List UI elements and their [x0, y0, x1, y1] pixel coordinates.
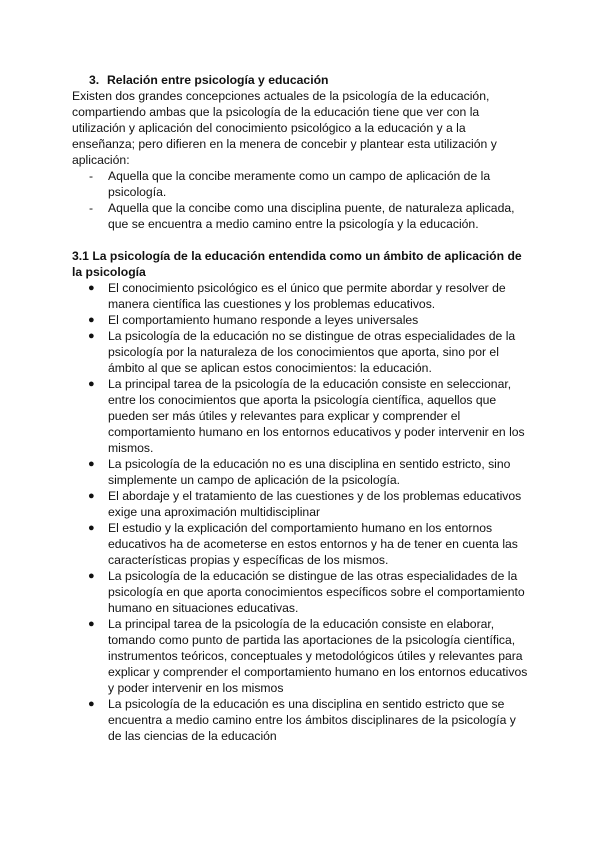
list-item-text: El comportamiento humano responde a leyes universales — [108, 313, 419, 327]
bullet-icon: ● — [88, 282, 95, 294]
list-item — [72, 456, 528, 488]
section-3-title: Relación entre psicología y educación — [107, 73, 329, 87]
list-item — [72, 280, 528, 312]
spacer — [72, 232, 528, 248]
list-item-text: El conocimiento psicológico es el único que permite abordar y resolver de manera científica las cuestiones y los problemas educativos. — [108, 281, 506, 311]
list-item-text: La psicología de la educación no es una disciplina en sentido estricto, sino simplemente un campo de aplicación de la psicología. — [108, 457, 511, 487]
list-item-text: La psicología de la educación no se distingue de otras especialidades de la psicología por la naturaleza de los conocimientos que aporta, sino por el ámbito al que se aplican estos conocimientos: la educación. — [108, 329, 516, 375]
dash-marker: - — [89, 201, 94, 215]
list-item-text: La psicología de la educación se distingue de las otras especialidades de la psicología en que aporta conocimientos específicos sobre el comportamiento humano en situaciones educativas. — [108, 569, 525, 615]
list-item — [72, 312, 528, 328]
section-3-number: 3. — [89, 73, 100, 87]
section-3-heading — [89, 72, 528, 88]
list-item-text: El abordaje y el tratamiento de las cuestiones y de los problemas educativos exige una aproximación multidisciplinar — [108, 489, 522, 519]
list-item — [72, 168, 528, 200]
list-item — [72, 520, 528, 568]
list-item-text: La principal tarea de la psicología de la educación consiste en elaborar, tomando como punto de partida las aportaciones de la psicología científica, instrumentos teóricos, conceptuales y metodológicos útiles y relevantes para explicar y comprender el comportamiento humano en los entornos educativos y poder intervenir en los mismos — [108, 617, 528, 695]
bullet-icon: ● — [88, 570, 95, 582]
section-3-intro: Existen dos grandes concepciones actuales de la psicología de la educación, compartiendo ambas que la psicología de la educación tiene que ver con la utilización y aplicación del conocimiento psicológico a la educación y a la enseñanza; pero difieren en la menera de concebir y plantear esta utilización y aplicación: — [72, 89, 497, 167]
list-item-text: La principal tarea de la psicología de la educación consiste en seleccionar, entre los conocimientos que aporta la psicología científica, aquellos que pueden ser más útiles y relevantes para explicar y comprender el comportamiento humano en los entornos educativos y poder intervenir en los mismos. — [108, 377, 525, 455]
list-item — [72, 696, 528, 744]
bullet-icon: ● — [88, 490, 95, 502]
list-item — [72, 568, 528, 616]
bullet-icon: ● — [88, 314, 95, 326]
bullet-icon: ● — [88, 378, 95, 390]
list-item — [72, 328, 528, 376]
bullet-icon: ● — [88, 522, 95, 534]
bullet-icon: ● — [88, 458, 95, 470]
section-3-list — [72, 168, 528, 232]
section-3-1-heading: 3.1 La psicología de la educación entendida como un ámbito de aplicación de la psicología — [72, 249, 522, 279]
bullet-icon: ● — [88, 698, 95, 710]
list-item — [72, 376, 528, 456]
bullet-icon: ● — [88, 618, 95, 630]
list-item — [72, 200, 528, 232]
list-item-text: Aquella que la concibe como una disciplina puente, de naturaleza aplicada, que se encuentra a medio camino entre la psicología y la educación. — [108, 201, 515, 231]
list-item-text: El estudio y la explicación del comportamiento humano en los entornos educativos ha de acometerse en estos entornos y ha de tener en cuenta las características propias y específicas de los mismos. — [108, 521, 518, 567]
list-item — [72, 616, 528, 696]
document-page — [72, 72, 528, 744]
section-3-1-list — [72, 280, 528, 744]
list-item — [72, 488, 528, 520]
list-item-text: La psicología de la educación es una disciplina en sentido estricto que se encuentra a medio camino entre los ámbitos disciplinares de la psicología y de las ciencias de la educación — [108, 697, 516, 743]
bullet-icon: ● — [88, 330, 95, 342]
dash-marker: - — [89, 169, 94, 183]
list-item-text: Aquella que la concibe meramente como un campo de aplicación de la psicología. — [108, 169, 491, 199]
